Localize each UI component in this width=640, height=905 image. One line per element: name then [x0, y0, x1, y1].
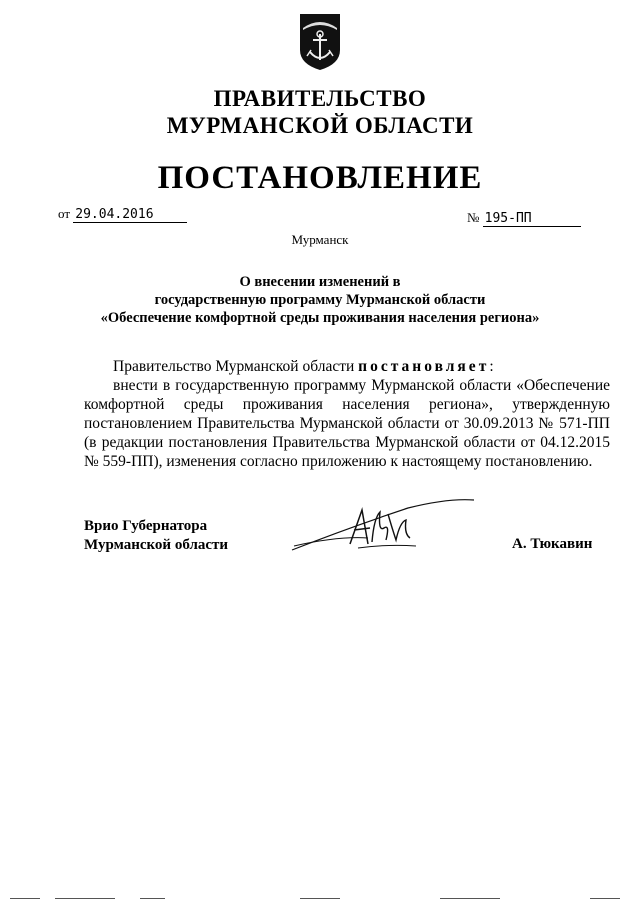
number-row [467, 210, 581, 227]
document-number: 195-ПП [483, 211, 581, 227]
city: Мурманск [291, 232, 349, 247]
document-date: 29.04.2016 [73, 207, 187, 223]
coat-of-arms-icon [297, 12, 343, 72]
decree-verb: постановляет [358, 358, 490, 375]
government-name-line1: ПРАВИТЕЛЬСТВО [213, 86, 427, 111]
document-title-line2: государственную программу Мурманской области [154, 292, 486, 308]
date-row [58, 206, 187, 223]
footer-mark [440, 898, 500, 899]
government-name-line2: МУРМАНСКОЙ ОБЛАСТИ [166, 113, 474, 138]
footer-mark [300, 898, 340, 899]
footer-mark [55, 898, 115, 899]
position-line1: Врио Губернатора [84, 518, 208, 534]
document-title-line3: «Обеспечение комфортной среды проживания населения региона» [100, 310, 540, 326]
handwritten-signature [288, 488, 478, 558]
document-type: ПОСТАНОВЛЕНИЕ [157, 160, 483, 196]
footer-mark [590, 898, 620, 899]
body-paragraph: внести в государственную программу Мурманской области «Обеспечение комфортной среды проживания населения региона», утвержденную постановлением Правительства Мурманской области от 30.09.2013 № 571-ПП (в редакции постановления Правительства Мурманской области от 04.12.2015 № 559-ПП), изменения согласно приложению к настоящему постановлению. [84, 377, 610, 470]
signatory-position [84, 517, 228, 555]
document-body [84, 357, 610, 471]
number-prefix: № [467, 210, 480, 225]
body-intro: Правительство Мурманской области постановляет: [113, 358, 494, 375]
document-title-line1: О внесении изменений в [239, 274, 401, 290]
footer-mark [140, 898, 165, 899]
date-prefix: от [58, 206, 71, 221]
signatory-name: А. Тюкавин [512, 536, 593, 552]
footer-mark [10, 898, 40, 899]
position-line2: Мурманской области [84, 537, 229, 553]
